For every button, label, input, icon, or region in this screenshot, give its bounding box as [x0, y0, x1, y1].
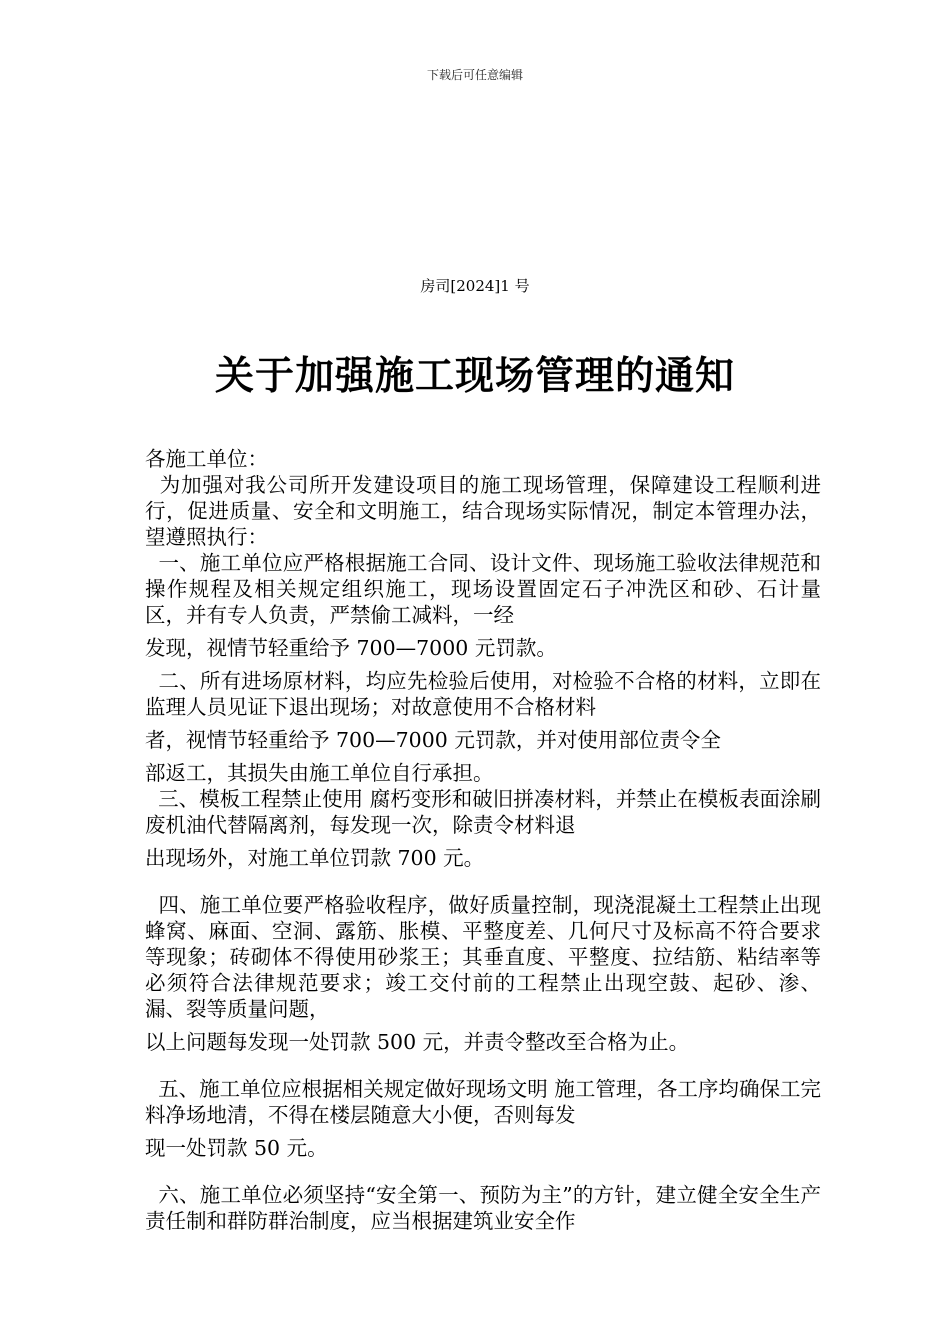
addressee: 各施工单位：: [145, 447, 268, 471]
paragraph-3-end: 出现场外，对施工单位罚款 700 元。: [145, 846, 485, 870]
document-body: [145, 446, 821, 1234]
paragraph-5-text: 五、施工单位应根据相关规定做好现场文明 施工管理，各工序均确保工完料净场地清，不得在楼层随意大小便，否则每发: [145, 1077, 821, 1127]
paragraph-4-text: 四、施工单位要严格验收程序，做好质量控制，现浇混凝土工程禁止出现蜂窝、麻面、空洞、露筋、胀模、平整度差、几何尺寸及标高不符合要求等现象；砖砌体不得使用砂浆王；其垂直度、平整度、拉结筋、粘结率等必须符合法律规范要求；竣工交付前的工程禁止出现空鼓、起砂、渗、漏、裂等质量问题，: [145, 893, 821, 1021]
paragraph-6-text: 六、施工单位必须坚持“安全第一、预防为主”的方针，建立健全安全生产责任制和群防群治制度，应当根据建筑业安全作: [145, 1183, 821, 1233]
paragraph-2-end: 部返工，其损失由施工单位自行承担。: [145, 761, 494, 785]
paragraph-1-text: 一、施工单位应严格根据施工合同、设计文件、现场施工验收法律规范和操作规程及相关规定组织施工，现场设置固定石子冲洗区和砂、石计量区，并有专人负责，严禁偷工减料，一经: [145, 551, 821, 627]
paragraph-2: [145, 668, 821, 720]
paragraph-intro: [145, 472, 821, 550]
paragraph-3: [145, 786, 821, 838]
paragraph-2-cont: 者，视情节轻重给予 700—7000 元罚款，并对使用部位责令全: [145, 728, 721, 752]
paragraph-6: [145, 1182, 821, 1234]
paragraph-1-end: 发现，视情节轻重给予 700—7000 元罚款。: [145, 636, 557, 660]
paragraph-5: [145, 1076, 821, 1128]
paragraph-2-text: 二、所有进场原材料，均应先检验后使用，对检验不合格的材料，立即在监理人员见证下退出现场；对故意使用不合格材料: [145, 669, 821, 719]
paragraph-5-end: 现一处罚款 50 元。: [145, 1136, 328, 1160]
document-number: 房司[2024]1 号: [420, 277, 530, 295]
paragraph-4-end: 以上问题每发现一处罚款 500 元，并责令整改至合格为止。: [145, 1030, 690, 1054]
paragraph-intro-text: 为加强对我公司所开发建设项目的施工现场管理，保障建设工程顺利进行，促进质量、安全和文明施工，结合现场实际情况，制定本管理办法，望遵照执行：: [145, 473, 821, 549]
paragraph-4: [145, 892, 821, 1022]
header-note: 下载后可任意编辑: [426, 68, 523, 82]
paragraph-1: [145, 550, 821, 628]
document-title: 关于加强施工现场管理的通知: [214, 353, 735, 399]
paragraph-3-text: 三、模板工程禁止使用 腐朽变形和破旧拼凑材料，并禁止在模板表面涂刷废机油代替隔离剂，每发现一次，除责令材料退: [145, 787, 821, 837]
